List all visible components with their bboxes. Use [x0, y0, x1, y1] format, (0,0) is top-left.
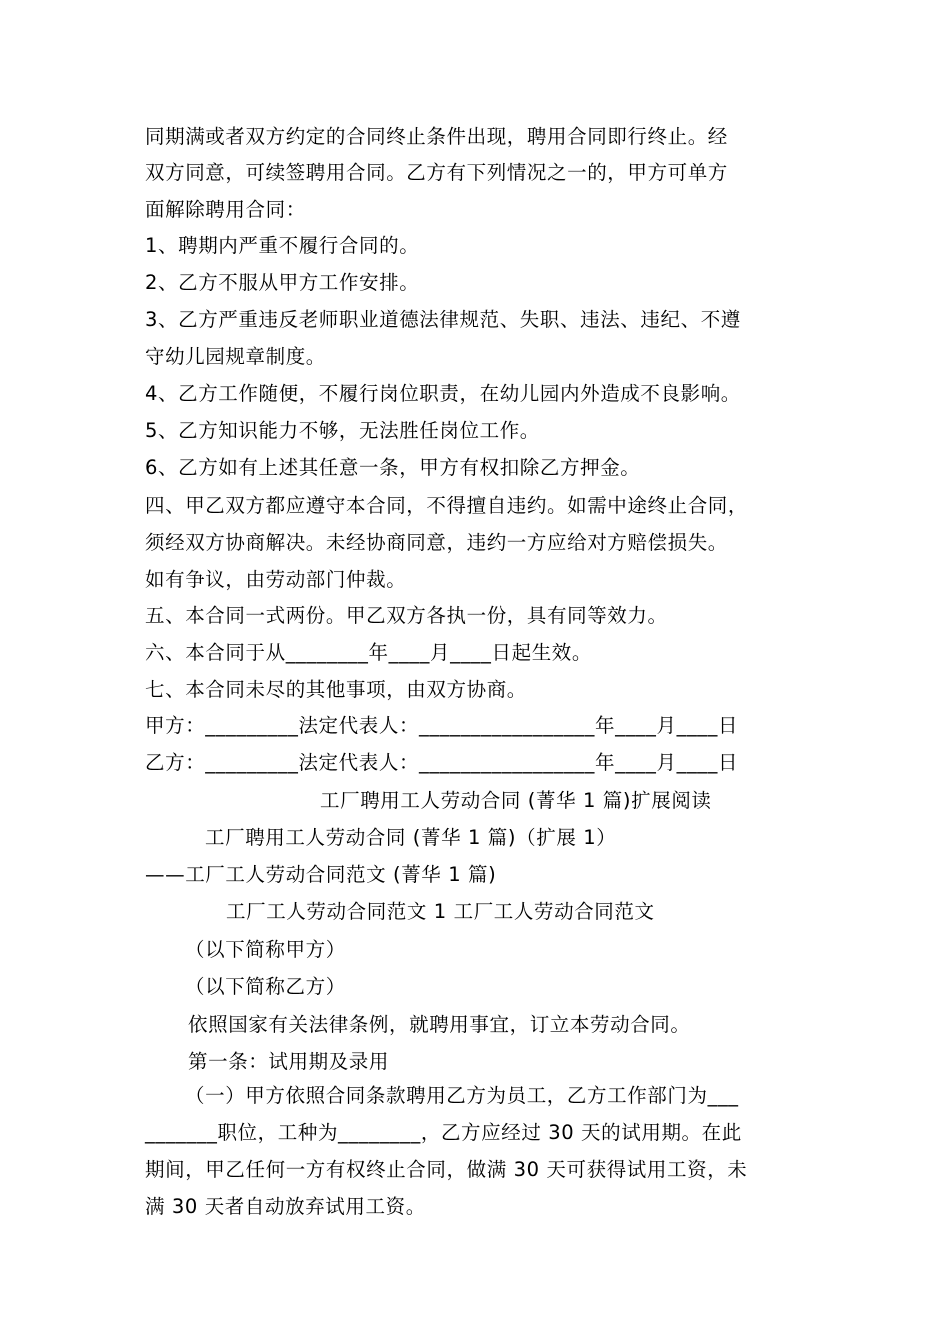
clause-4: 四、甲乙双方都应遵守本合同，不得擅自违约。如需中途终止合同，: [145, 494, 749, 517]
article-1-continuation: 期间，甲乙任何一方有权终止合同，做满 30 天可获得试用工资，未: [145, 1158, 748, 1181]
paragraph-line: 同期满或者双方约定的合同终止条件出现，聘用合同即行终止。经: [145, 125, 728, 148]
clause-6: 六、本合同于从________年____月____日起生效。: [145, 641, 592, 664]
article-1-continuation: _______职位，工种为________，乙方应经过 30 天的试用期。在此: [145, 1121, 742, 1144]
list-item: 5、乙方知识能力不够，无法胜任岗位工作。: [145, 419, 540, 442]
extended-reading-heading: 工厂聘用工人劳动合同 (菁华 1 篇)扩展阅读: [320, 789, 712, 812]
party-a-signature-line: 甲方：_________法定代表人：_________________年____月____日: [145, 714, 739, 737]
article-1-paragraph: （一）甲方依照合同条款聘用乙方为员工，乙方工作部门为___: [185, 1084, 739, 1107]
clause-5: 五、本合同一式两份。甲乙双方各执一份，具有同等效力。: [145, 604, 668, 627]
extension-title: 工厂聘用工人劳动合同 (菁华 1 篇)（扩展 1）: [205, 826, 617, 849]
paragraph-line: 面解除聘用合同：: [145, 198, 306, 221]
article-1-continuation: 满 30 天者自动放弃试用工资。: [145, 1195, 426, 1218]
party-a-label: （以下简称甲方）: [185, 938, 346, 961]
party-b-label: （以下简称乙方）: [185, 975, 346, 998]
paragraph-line: 双方同意，可续签聘用合同。乙方有下列情况之一的，甲方可单方: [145, 161, 728, 184]
party-b-signature-line: 乙方：_________法定代表人：_________________年____月____日: [145, 751, 739, 774]
list-item-continuation: 守幼儿园规章制度。: [145, 345, 326, 368]
preamble: 依照国家有关法律条例，就聘用事宜，订立本劳动合同。: [188, 1013, 691, 1036]
clause-4-continuation: 如有争议，由劳动部门仲裁。: [145, 568, 407, 591]
extension-subtitle: ——工厂工人劳动合同范文 (菁华 1 篇): [145, 863, 497, 886]
article-1-heading: 第一条：试用期及录用: [188, 1050, 390, 1073]
list-item: 4、乙方工作随便，不履行岗位职责，在幼儿园内外造成不良影响。: [145, 382, 741, 405]
contract-title: 工厂工人劳动合同范文 1 工厂工人劳动合同范文: [226, 900, 655, 923]
list-item: 1、聘期内严重不履行合同的。: [145, 234, 420, 257]
list-item: 2、乙方不服从甲方工作安排。: [145, 271, 420, 294]
list-item: 3、乙方严重违反老师职业道德法律规范、失职、违法、违纪、不遵: [145, 308, 741, 331]
clause-7: 七、本合同未尽的其他事项，由双方协商。: [145, 678, 527, 701]
list-item: 6、乙方如有上述其任意一条，甲方有权扣除乙方押金。: [145, 456, 641, 479]
clause-4-continuation: 须经双方协商解决。未经协商同意，违约一方应给对方赔偿损失。: [145, 531, 728, 554]
